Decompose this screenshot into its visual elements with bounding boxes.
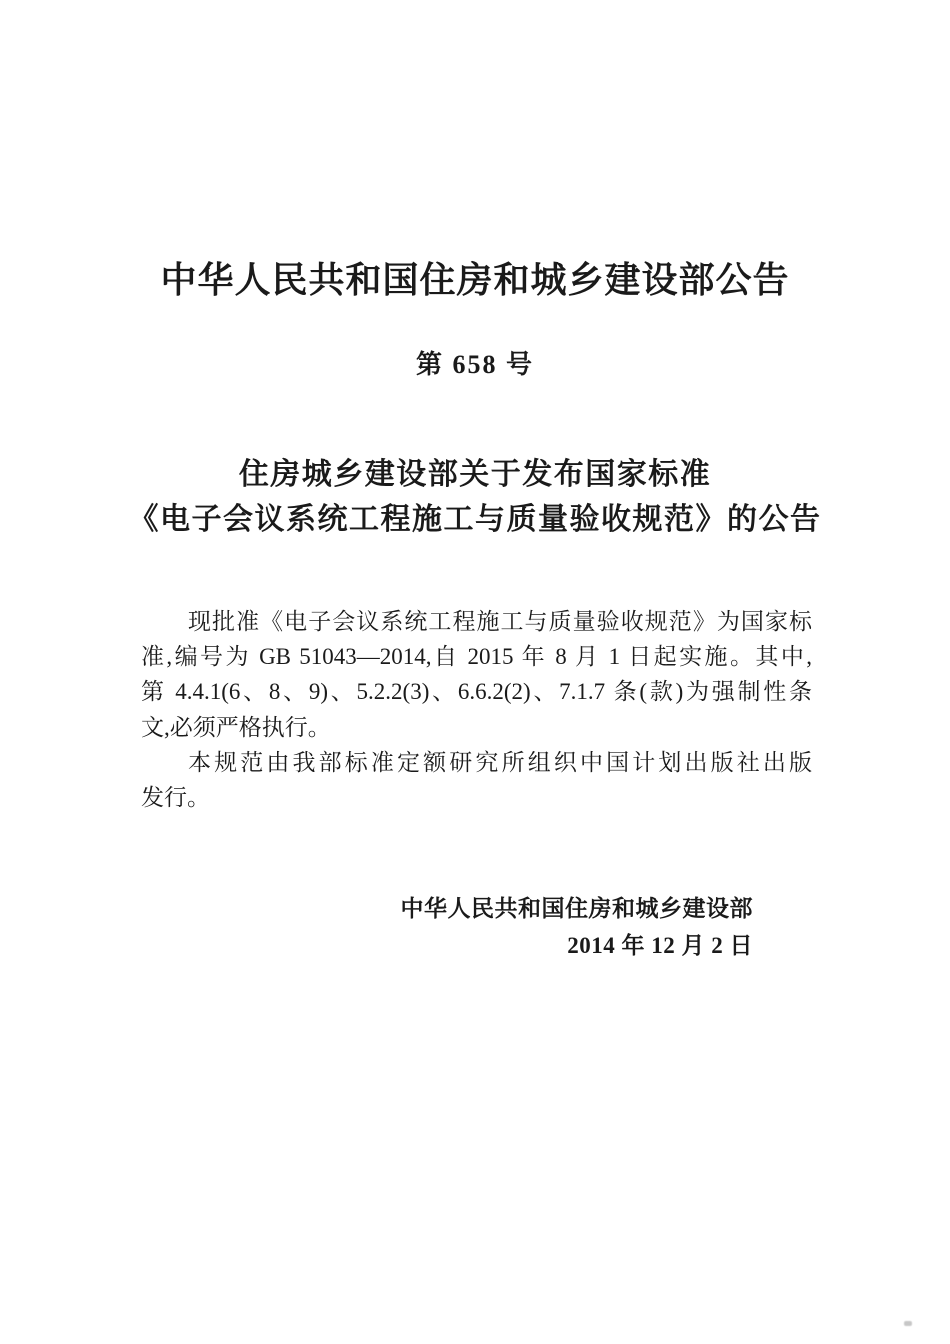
body-line: 本规范由我部标准定额研究所组织中国计划出版社出版	[188, 749, 812, 775]
announcement-subtitle-line2: 《电子会议系统工程施工与质量验收规范》的公告	[128, 503, 822, 536]
body-line: 文,必须严格执行。	[141, 714, 331, 740]
announcement-subtitle-line1: 住房城乡建设部关于发布国家标准	[238, 458, 712, 491]
body-line: 发行。	[141, 784, 210, 810]
signature-organization: 中华人民共和国住房和城乡建设部	[400, 895, 753, 921]
signature-date: 2014 年 12 月 2 日	[567, 933, 753, 958]
scan-speck	[904, 1321, 912, 1326]
body-line: 准,编号为 GB 51043—2014,自 2015 年 8 月 1 日起实施。其中,	[141, 644, 812, 670]
document-title: 中华人民共和国住房和城乡建设部公告	[160, 259, 790, 300]
body-line: 第 4.4.1(6、8、9)、5.2.2(3)、6.6.2(2)、7.1.7 条(款)为强制性条	[141, 679, 812, 705]
body-line: 现批准《电子会议系统工程施工与质量验收规范》为国家标	[188, 609, 812, 634]
issue-number: 第 658 号	[415, 350, 534, 379]
body-text	[141, 604, 812, 815]
signature-block	[401, 893, 754, 961]
